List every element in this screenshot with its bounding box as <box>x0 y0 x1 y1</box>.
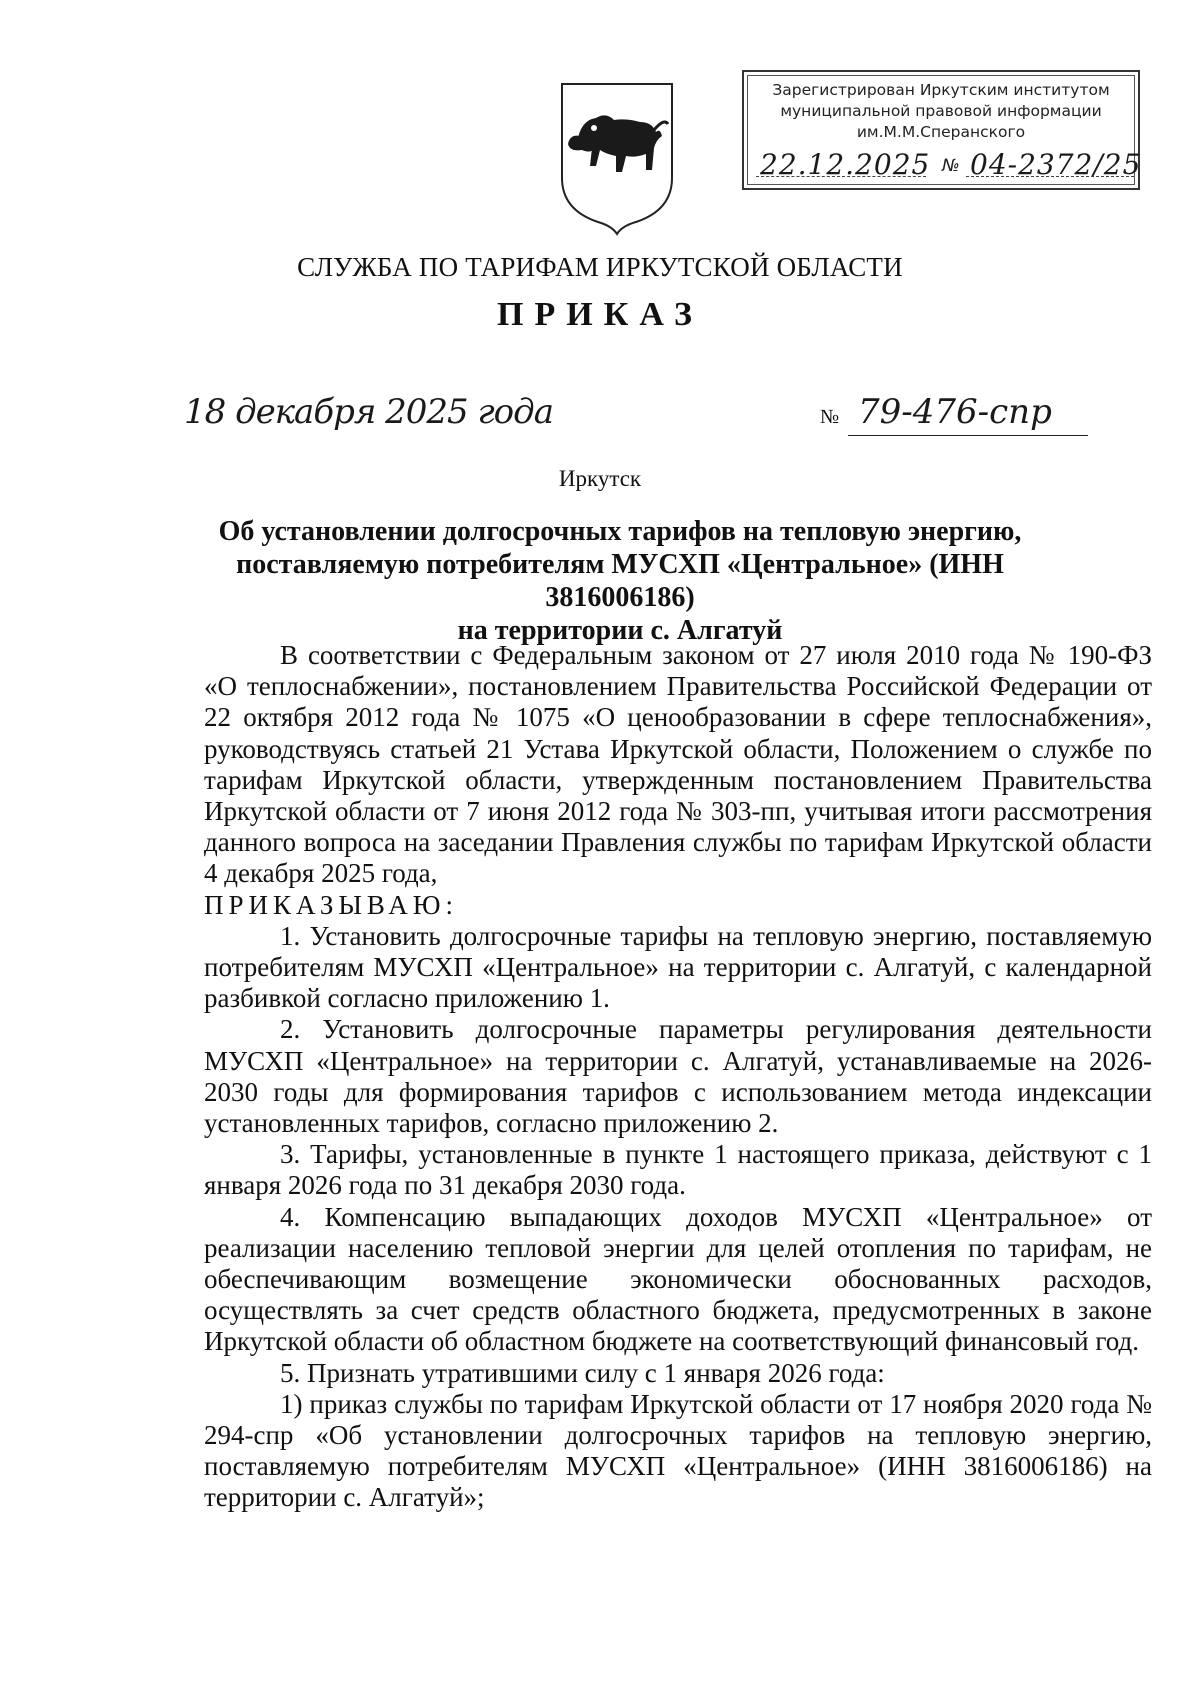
stamp-date-underline <box>756 176 926 177</box>
stamp-line-3: им.М.М.Сперанского <box>856 123 1026 141</box>
title-line-2: поставляемую потребителям МУСХП «Центральное» (ИНН 3816006186) <box>236 549 1004 613</box>
document-type: ПРИКАЗ <box>497 296 703 333</box>
document-body <box>204 640 1152 1514</box>
stamp-registration-number: 04-2372/25 <box>970 148 1142 181</box>
document-title <box>180 515 1060 647</box>
item-4-paragraph: 4. Компенсацию выпадающих доходов МУСХП «Центральное» от реализации населению тепловой энергии для целей отопления по тарифам, не обеспечивающим возмещение экономически обоснованных расходов, осуществлять за счет средств областного бюджета, предусмотренных в законе Иркутской области об областном бюджете на соответствующий финансовый год. <box>204 1201 1152 1357</box>
order-number-block <box>820 392 1090 442</box>
order-number-label: № <box>820 406 840 428</box>
registration-stamp <box>742 70 1140 190</box>
order-date: 18 декабря 2025 года <box>184 392 553 432</box>
title-line-3: на территории с. Алгатуй <box>457 615 783 646</box>
stamp-number-label: № <box>942 156 960 176</box>
stamp-registration-row <box>756 148 1142 182</box>
item-1-paragraph: 1. Установить долгосрочные тарифы на тепловую энергию, поставляемую потребителям МУСХП «Центральное» на территории с. Алгатуй, с календарной разбивкой согласно приложению 1. <box>204 920 1152 1014</box>
order-number-underline <box>848 435 1088 436</box>
agency-name: СЛУЖБА ПО ТАРИФАМ ИРКУТСКОЙ ОБЛАСТИ <box>297 252 903 282</box>
stamp-line-1: Зарегистрирован Иркутским институтом <box>772 81 1110 99</box>
city-name: Иркутск <box>558 466 642 491</box>
stamp-line-2: муниципальной правовой информации <box>780 102 1102 120</box>
order-number: 79-476-спр <box>858 392 1052 432</box>
stamp-number-underline <box>966 176 1134 177</box>
title-line-1: Об установлении долгосрочных тарифов на тепловую энергию, <box>218 516 1022 547</box>
item-5-paragraph: 5. Признать утратившими силу с 1 января 2026 года: <box>280 1357 885 1388</box>
orders-heading: ПРИКАЗЫВАЮ: <box>204 889 458 920</box>
coat-of-arms-icon <box>556 78 678 236</box>
stamp-registration-date: 22.12.2025 <box>760 148 931 181</box>
item-5-1-paragraph: 1) приказ службы по тарифам Иркутской области от 17 ноября 2020 года № 294-спр «Об установлении долгосрочных тарифов на тепловую энергию, поставляемую потребителям МУСХП «Центральное» (ИНН 3816006186) на территории с. Алгатуй»; <box>204 1388 1152 1513</box>
preamble-paragraph: В соответствии с Федеральным законом от 27 июля 2010 года № 190-ФЗ «О теплоснабжении», постановлением Правительства Российской Федерации от 22 октября 2012 года № 1075 «О ценообразовании в сфере теплоснабжения», руководствуясь статьей 21 Устава Иркутской области, Положением о службе по тарифам Иркутской области, утвержденным постановлением Правительства Иркутской области от 7 июня 2012 года № 303-пп, учитывая итоги рассмотрения данного вопроса на заседании Правления службы по тарифам Иркутской области 4 декабря 2025 года, <box>204 640 1152 889</box>
item-2-paragraph: 2. Установить долгосрочные параметры регулирования деятельности МУСХП «Центральное» на территории с. Алгатуй, устанавливаемые на 2026-2030 годы для формирования тарифов с использованием метода индексации установленных тарифов, согласно приложению 2. <box>204 1014 1152 1139</box>
item-3-paragraph: 3. Тарифы, установленные в пункте 1 настоящего приказа, действуют с 1 января 2026 года по 31 декабря 2030 года. <box>204 1139 1152 1201</box>
